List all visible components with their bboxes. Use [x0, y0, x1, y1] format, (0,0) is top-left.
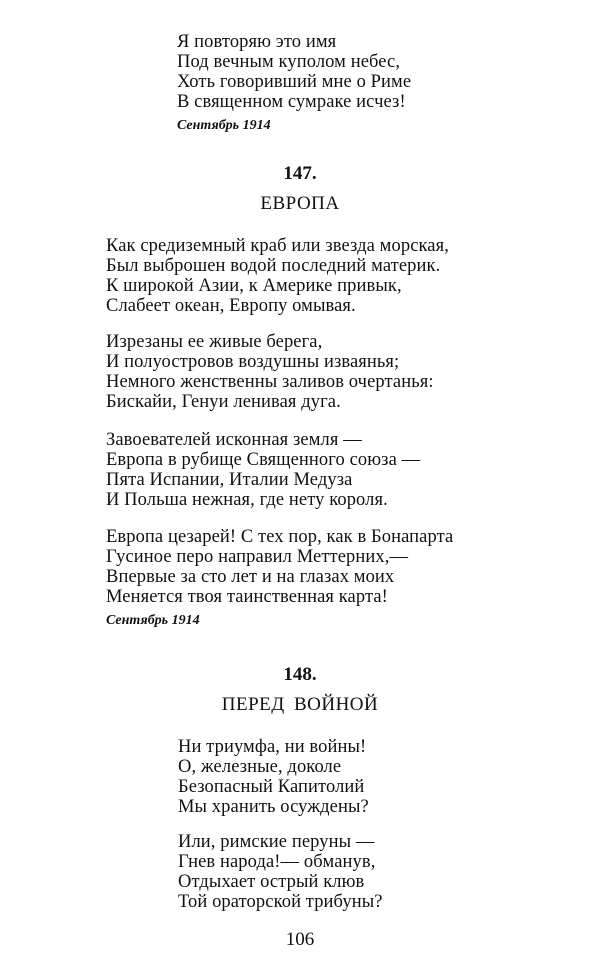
poem-line: Немного женственны заливов очертанья: [106, 372, 434, 392]
poem-line: Европа цезарей! С тех пор, как в Бонапарта [106, 527, 454, 547]
poem-line: Ни триумфа, ни войны! [178, 737, 367, 757]
poem-line: Отдыхает острый клюв [178, 872, 365, 892]
poem-line: И полуостровов воздушны изваянья; [106, 352, 400, 372]
poem-line: Был выброшен водой последний материк. [106, 256, 441, 276]
prev-poem-date: Сентябрь 1914 [177, 118, 271, 133]
poem-line: Как средиземный краб или звезда морская, [106, 236, 449, 256]
page-number: 106 [285, 929, 315, 950]
poem-line: Гусиное перо направил Меттерних,— [106, 547, 409, 567]
poem-line: И Польша нежная, где нету короля. [106, 490, 388, 510]
poem-147-stanza-4 [106, 527, 453, 607]
poem-line: Завоевателей исконная земля — [106, 430, 362, 450]
prev-poem-stanza [177, 32, 411, 112]
poem-line: Пята Испании, Италии Медуза [106, 470, 353, 490]
poem-line: О, железные, доколе [178, 757, 342, 777]
poem-147-date: Сентябрь 1914 [106, 613, 200, 628]
poem-line: Безопасный Капитолий [178, 777, 365, 797]
poem-147-stanza-2 [106, 332, 434, 412]
poem-148-title: ПЕРЕД ВОЙНОЙ [221, 694, 379, 715]
poem-line: Я повторяю это имя [177, 32, 337, 52]
poem-line: Бискайи, Генуи ленивая дуга. [106, 392, 341, 412]
poem-line: Изрезаны ее живые берега, [106, 332, 323, 352]
poem-147-title: ЕВРОПА [260, 193, 340, 214]
poem-line: Впервые за сто лет и на глазах моих [106, 567, 395, 587]
poem-line: Гнев народа!— обманув, [178, 852, 376, 872]
poem-147-number: 147. [283, 163, 317, 184]
poem-147-stanza-3 [106, 430, 420, 510]
poem-147-stanza-1 [106, 236, 449, 316]
poem-line: Под вечным куполом небес, [177, 52, 401, 72]
poem-line: Мы хранить осуждены? [178, 797, 369, 817]
poem-line: Европа в рубище Священного союза — [106, 450, 421, 470]
poem-148-stanza-1 [178, 737, 369, 817]
poem-line: Или, римские перуны — [178, 832, 375, 852]
poem-line: Слабеет океан, Европу омывая. [106, 296, 356, 316]
poem-148-stanza-2 [178, 832, 383, 912]
poem-line: Меняется твоя таинственная карта! [106, 587, 388, 607]
poem-line: К широкой Азии, к Америке привык, [106, 276, 402, 296]
poem-line: В священном сумраке исчез! [177, 92, 406, 112]
poem-line: Той ораторской трибуны? [178, 892, 383, 912]
poem-line: Хоть говоривший мне о Риме [177, 72, 412, 92]
poem-148-number: 148. [283, 664, 317, 685]
